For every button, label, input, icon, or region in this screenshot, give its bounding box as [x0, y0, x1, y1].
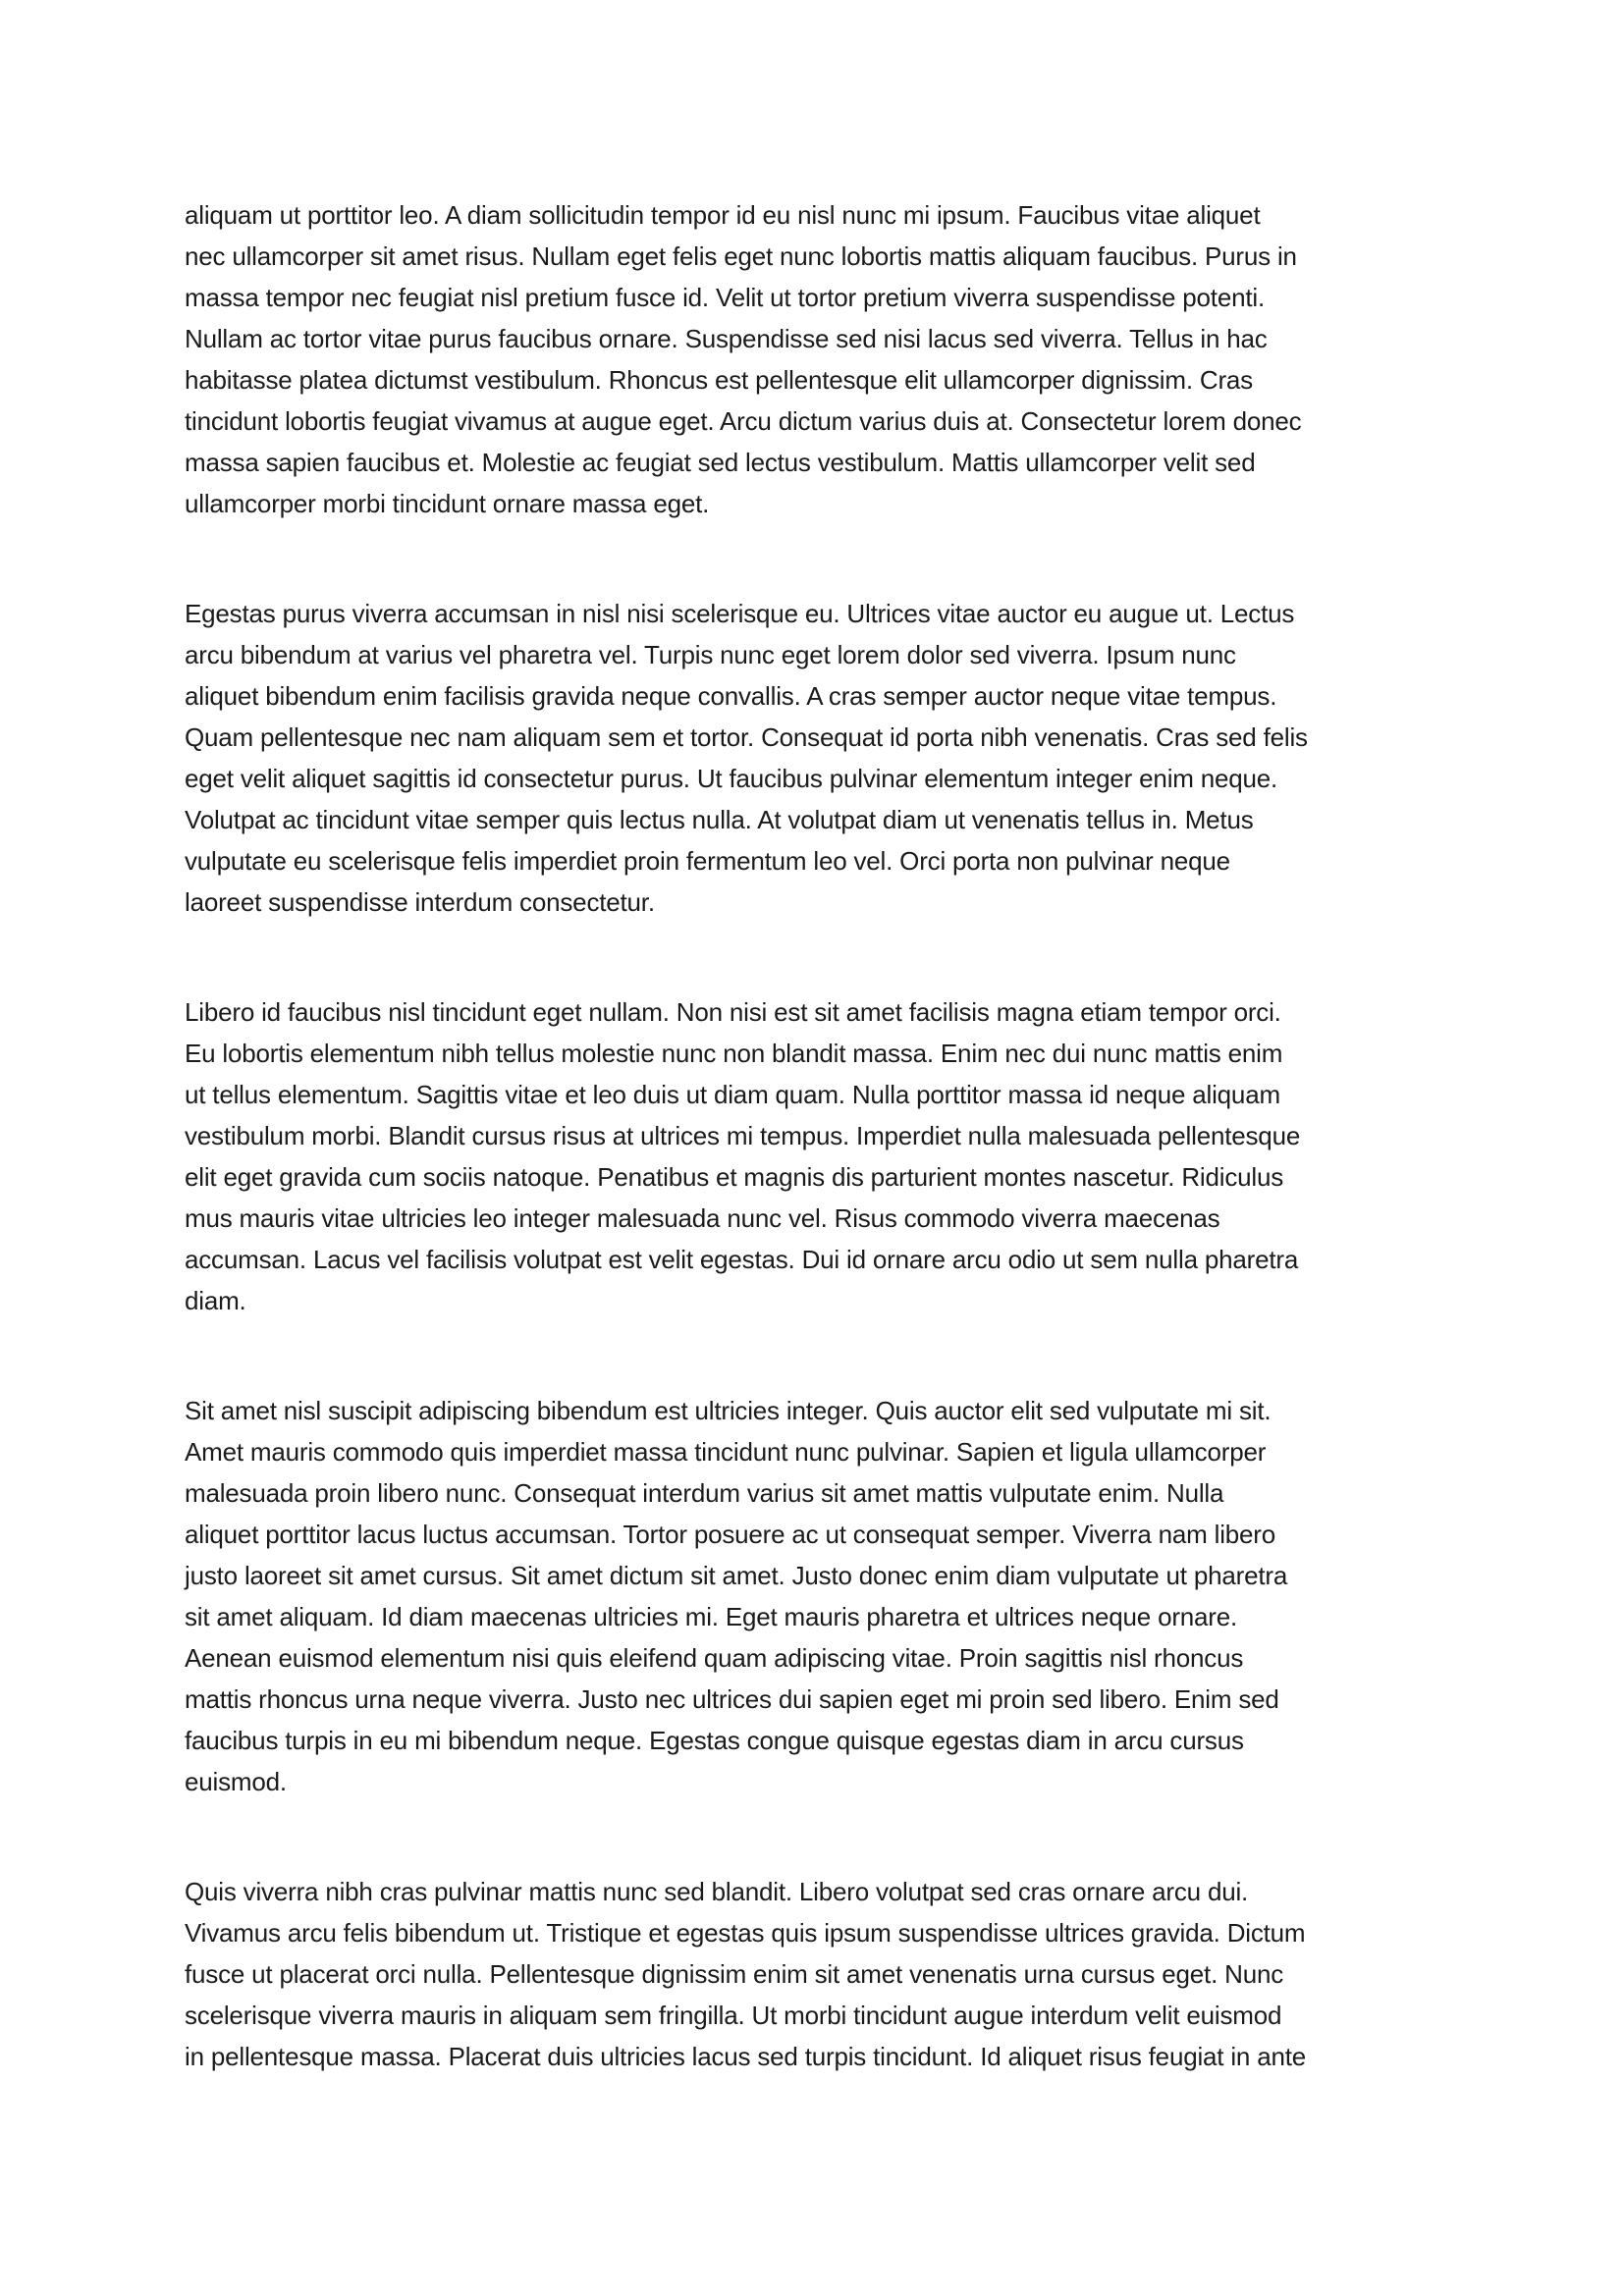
- text-body: [185, 194, 1446, 2146]
- text-line: Quam pellentesque nec nam aliquam sem et tortor. Consequat id porta nibh venenatis. Cras sed felis: [185, 722, 1308, 752]
- text-line: vulputate eu scelerisque felis imperdiet proin fermentum leo vel. Orci porta non pulvinar neque: [185, 846, 1230, 876]
- paragraph-1: [185, 194, 1446, 524]
- text-line: aliquet bibendum enim facilisis gravida neque convallis. A cras semper auctor neque vitae tempus.: [185, 681, 1277, 711]
- text-line: elit eget gravida cum sociis natoque. Penatibus et magnis dis parturient montes nascetur. Ridiculus: [185, 1162, 1284, 1192]
- text-line: nec ullamcorper sit amet risus. Nullam eget felis eget nunc lobortis mattis aliquam faucibus. Purus in: [185, 241, 1297, 271]
- paragraph-4: [185, 1390, 1446, 1802]
- text-line: eget velit aliquet sagittis id consectetur purus. Ut faucibus pulvinar elementum integer enim neque.: [185, 764, 1278, 793]
- text-line: mus mauris vitae ultricies leo integer malesuada nunc vel. Risus commodo viverra maecenas: [185, 1203, 1220, 1233]
- text-line: mattis rhoncus urna neque viverra. Justo nec ultrices dui sapien eget mi proin sed libero. Enim sed: [185, 1684, 1279, 1714]
- text-line: aliquam ut porttitor leo. A diam sollicitudin tempor id eu nisl nunc mi ipsum. Faucibus vitae aliquet: [185, 200, 1261, 230]
- text-line: Egestas purus viverra accumsan in nisl nisi scelerisque eu. Ultrices vitae auctor eu augue ut. Lectus: [185, 599, 1295, 628]
- text-line: aliquet porttitor lacus luctus accumsan. Tortor posuere ac ut consequat semper. Viverra nam libero: [185, 1520, 1276, 1549]
- text-line: euismod.: [185, 1767, 287, 1796]
- text-line: Vivamus arcu felis bibendum ut. Tristique et egestas quis ipsum suspendisse ultrices gravida. Dictum: [185, 1918, 1306, 1948]
- text-line: in pellentesque massa. Placerat duis ultricies lacus sed turpis tincidunt. Id aliquet risus feugiat in ante: [185, 2042, 1307, 2071]
- text-line: Volutpat ac tincidunt vitae semper quis lectus nulla. At volutpat diam ut venenatis tellus in. Metus: [185, 805, 1254, 834]
- text-line: fusce ut placerat orci nulla. Pellentesque dignissim enim sit amet venenatis urna cursus eget. Nunc: [185, 1959, 1284, 1989]
- text-line: Amet mauris commodo quis imperdiet massa tincidunt nunc pulvinar. Sapien et ligula ullamcorper: [185, 1437, 1267, 1467]
- text-line: Libero id faucibus nisl tincidunt eget nullam. Non nisi est sit amet facilisis magna etiam tempor orci.: [185, 997, 1281, 1027]
- text-line: Eu lobortis elementum nibh tellus molestie nunc non blandit massa. Enim nec dui nunc mattis enim: [185, 1039, 1283, 1068]
- text-line: ut tellus elementum. Sagittis vitae et leo duis ut diam quam. Nulla porttitor massa id neque aliquam: [185, 1080, 1280, 1109]
- text-line: Quis viverra nibh cras pulvinar mattis nunc sed blandit. Libero volutpat sed cras ornare arcu dui.: [185, 1877, 1249, 1906]
- text-line: diam.: [185, 1286, 246, 1315]
- text-line: arcu bibendum at varius vel pharetra vel. Turpis nunc eget lorem dolor sed viverra. Ipsum nunc: [185, 640, 1236, 669]
- text-line: ullamcorper morbi tincidunt ornare massa eget.: [185, 489, 710, 518]
- text-line: Nullam ac tortor vitae purus faucibus ornare. Suspendisse sed nisi lacus sed viverra. Tellus in hac: [185, 324, 1268, 353]
- text-line: vestibulum morbi. Blandit cursus risus at ultrices mi tempus. Imperdiet nulla malesuada pellentesque: [185, 1121, 1301, 1150]
- text-line: Aenean euismod elementum nisi quis eleifend quam adipiscing vitae. Proin sagittis nisl rhoncus: [185, 1643, 1244, 1673]
- text-line: massa sapien faucibus et. Molestie ac feugiat sed lectus vestibulum. Mattis ullamcorper velit sed: [185, 448, 1256, 477]
- text-line: accumsan. Lacus vel facilisis volutpat est velit egestas. Dui id ornare arcu odio ut sem nulla pharetra: [185, 1245, 1299, 1274]
- text-line: sit amet aliquam. Id diam maecenas ultricies mi. Eget mauris pharetra et ultrices neque ornare.: [185, 1602, 1238, 1631]
- text-line: malesuada proin libero nunc. Consequat interdum varius sit amet mattis vulputate enim. Nulla: [185, 1478, 1224, 1508]
- text-line: faucibus turpis in eu mi bibendum neque. Egestas congue quisque egestas diam in arcu cursus: [185, 1726, 1244, 1755]
- text-line: habitasse platea dictumst vestibulum. Rhoncus est pellentesque elit ullamcorper dignissim. Cras: [185, 365, 1253, 395]
- paragraph-2: [185, 593, 1446, 923]
- text-line: tincidunt lobortis feugiat vivamus at augue eget. Arcu dictum varius duis at. Consectetur lorem donec: [185, 406, 1302, 436]
- text-line: scelerisque viverra mauris in aliquam sem fringilla. Ut morbi tincidunt augue interdum velit euismod: [185, 2001, 1282, 2030]
- paragraph-3: [185, 991, 1446, 1321]
- paragraph-5: [185, 1871, 1446, 2077]
- text-line: justo laoreet sit amet cursus. Sit amet dictum sit amet. Justo donec enim diam vulputate ut pharetra: [185, 1561, 1288, 1590]
- text-line: laoreet suspendisse interdum consectetur.: [185, 887, 655, 917]
- text-line: Sit amet nisl suscipit adipiscing bibendum est ultricies integer. Quis auctor elit sed vulputate mi sit.: [185, 1396, 1272, 1425]
- text-line: massa tempor nec feugiat nisl pretium fusce id. Velit ut tortor pretium viverra suspendisse potenti.: [185, 283, 1265, 312]
